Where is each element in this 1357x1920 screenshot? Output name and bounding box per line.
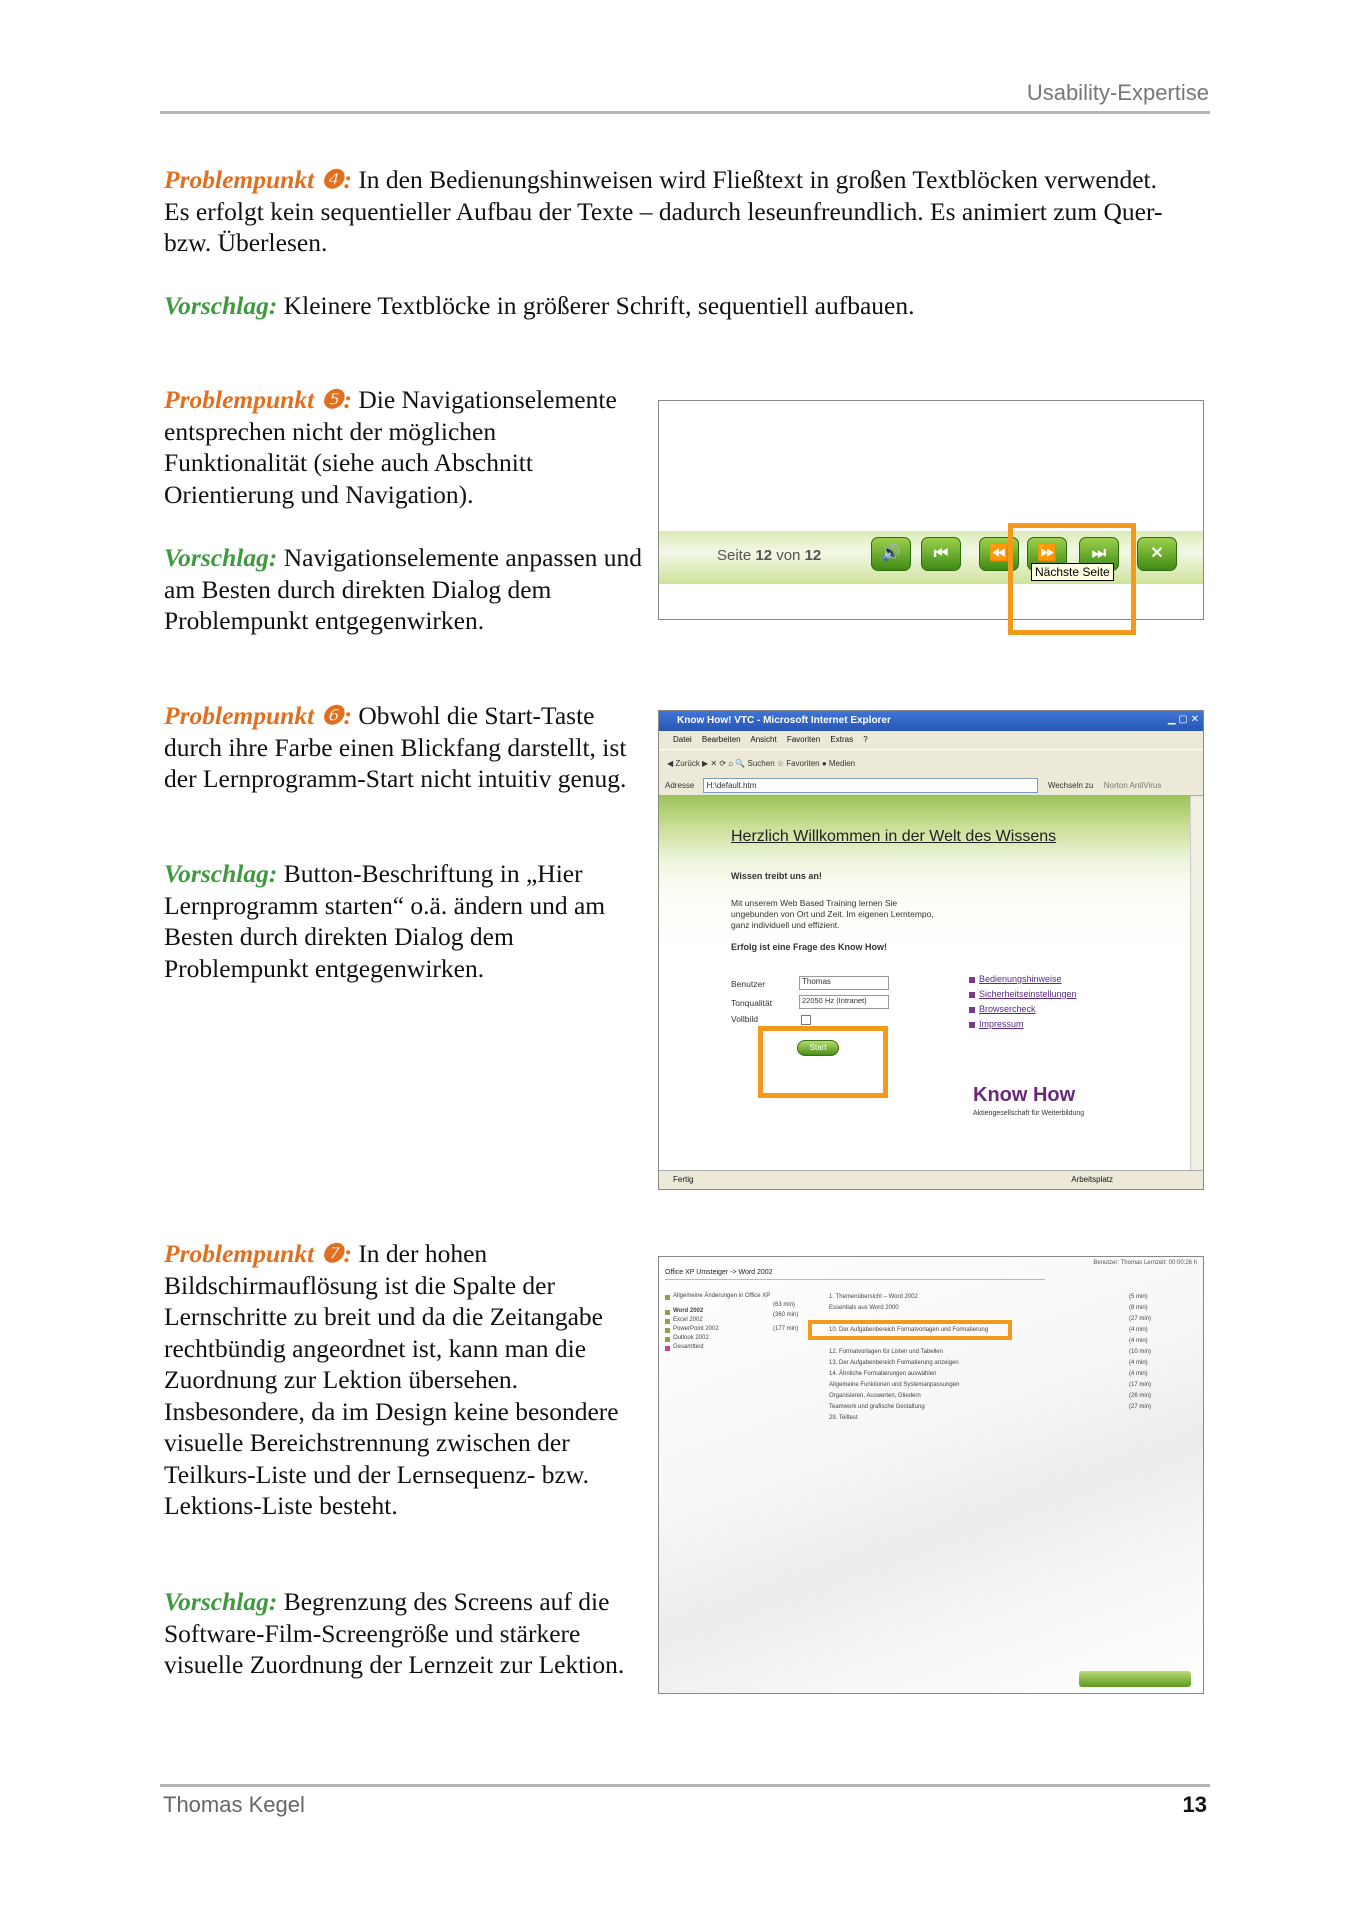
motto: Erfolg ist eine Frage des Know How!: [731, 942, 888, 952]
lesson-row[interactable]: 13. Der Aufgabenbereich Formatierung anzeigen (4 min): [829, 1360, 1148, 1366]
suggestion-5-label: Vorschlag:: [164, 543, 278, 572]
ie-window-title: Know How! VTC - Microsoft Internet Explorer: [659, 711, 1203, 731]
last-page-button[interactable]: ⏭: [1079, 537, 1119, 571]
left-item-time: (63 min): [773, 1302, 796, 1308]
fullscreen-checkbox[interactable]: [801, 1015, 811, 1025]
ie-screenshot: [658, 710, 1204, 1190]
left-item[interactable]: Allgemeine Änderungen in Office XP: [673, 1293, 771, 1299]
lesson-row[interactable]: (27 min): [1129, 1316, 1152, 1322]
ie-toolbar[interactable]: ◀ Zurück ▶ ✕ ⟳ ⌂ 🔍 Suchen ☆ Favoriten ● Medien: [659, 749, 1203, 778]
problem-7-text: Problempunkt ❼: In der hohen Bildschirmauflösung ist die Spalte der Lernschritte zu breit und da die Zeitangabe rechtbündig angeordnet ist, kann man die Zuordnung zur Lektion übersehen. Insbesondere, da im Design keine besondere visuelle Bereichstrennung zwischen der Teilkurs-Liste und der Lernsequenz- bzw. Lektions-Liste besteht.: [164, 1239, 619, 1520]
problem-4-label: Problempunkt ❹:: [164, 165, 352, 194]
left-item[interactable]: Outlook 2002: [673, 1335, 709, 1341]
left-item[interactable]: Gesamttest: [673, 1344, 704, 1350]
quality-label: Tonqualität: [731, 998, 773, 1008]
suggestion-5-text: Vorschlag: Navigationselemente anpassen und am Besten durch direkten Dialog dem Problempunkt entgegenwirken.: [164, 543, 643, 635]
left-item-bullet: [665, 1346, 670, 1351]
brand-subtitle: Aktiengesellschaft für Weiterbildung: [973, 1110, 1085, 1117]
footer-author: Thomas Kegel: [163, 1792, 305, 1817]
course-topbar-info: Benutzer: Thomas Lernzeit: 00:00:26 h: [1093, 1260, 1197, 1266]
link-bullet-1: [969, 992, 975, 998]
suggestion-4-text: Vorschlag: Kleinere Textblöcke in größerer Schrift, sequentiell aufbauen.: [164, 291, 915, 320]
link-bullet-0: [969, 977, 975, 983]
user-input[interactable]: Thomas: [799, 976, 889, 990]
footer-rule: [160, 1784, 1210, 1787]
sound-button[interactable]: 🔊: [871, 537, 911, 571]
link-bedienungshinweise[interactable]: Bedienungshinweise: [979, 974, 1062, 984]
tagline: Wissen treibt uns an!: [731, 871, 822, 881]
course-nav-bar[interactable]: [1079, 1671, 1191, 1687]
course-title: Office XP Umsteiger -> Word 2002: [665, 1269, 1045, 1280]
lesson-row[interactable]: Organisieren, Auswerten, Gliedern (26 min): [829, 1393, 1152, 1399]
lesson-row[interactable]: Essentials aus Word 2000 (8 min): [829, 1305, 1148, 1311]
left-item[interactable]: Word 2002: [673, 1308, 704, 1314]
lesson-row[interactable]: Allgemeine Funktionen und Systemanpassungen (17 min): [829, 1382, 1152, 1388]
first-page-button[interactable]: ⏮: [921, 537, 961, 571]
left-item-time: (177 min): [773, 1326, 799, 1332]
next-page-tooltip: Nächste Seite: [1031, 563, 1114, 581]
next-page-button[interactable]: ⏩: [1027, 537, 1067, 571]
link-bullet-3: [969, 1022, 975, 1028]
suggestion-6-label: Vorschlag:: [164, 859, 278, 888]
left-item-bullet: [665, 1295, 670, 1300]
left-item-bullet: [665, 1328, 670, 1333]
lesson-row[interactable]: (4 min): [1129, 1338, 1148, 1344]
norton-label: Norton AntiVirus: [1103, 781, 1162, 790]
ie-window-controls[interactable]: ▁ ▢ ✕: [1167, 714, 1199, 725]
ie-page-content: [659, 796, 1191, 1171]
footer-page-number: 13: [1182, 1792, 1207, 1817]
problem-6-text: Problempunkt ❻: Obwohl die Start-Taste durch ihre Farbe einen Blickfang darstellt, ist der Lernprogramm-Start nicht intuitiv genug.: [164, 701, 627, 793]
welcome-heading: Herzlich Willkommen in der Welt des Wissens: [731, 828, 1057, 845]
problem-4-text: Problempunkt ❹: In den Bedienungshinweisen wird Fließtext in großen Textblöcken verwendet. Es erfolgt kein sequentieller Aufbau der Texte – dadurch leseunfreundlich. Es animiert zum Quer- bzw. Überlesen.: [164, 165, 1163, 257]
quality-select[interactable]: 22050 Hz (Intranet): [799, 995, 889, 1009]
start-button[interactable]: Start: [797, 1040, 839, 1056]
suggestion-6-text: Vorschlag: Button-Beschriftung in „Hier Lernprogramm starten“ o.ä. ändern und am Besten durch direkten Dialog dem Problempunkt entgegenwirken.: [164, 859, 606, 983]
brand-logo: Know How: [973, 1084, 1076, 1106]
left-item-time: (360 min): [773, 1312, 799, 1318]
header-title: Usability-Expertise: [1026, 80, 1209, 105]
ie-menubar[interactable]: Datei Bearbeiten Ansicht Favoriten Extras ?: [659, 731, 1203, 749]
go-button[interactable]: Wechseln zu: [1047, 781, 1094, 790]
ie-statusbar: Fertig Arbeitsplatz: [659, 1170, 1203, 1189]
left-item[interactable]: Excel 2002: [673, 1317, 703, 1323]
lesson-row[interactable]: 10. Der Aufgabenbereich Formatvorlagen und Formatierung (4 min): [829, 1327, 1148, 1333]
fullscreen-label: Vollbild: [731, 1014, 758, 1024]
lesson-row[interactable]: 1. Themenübersicht – Word 2002 (5 min): [829, 1294, 1148, 1300]
link-browsercheck[interactable]: Browsercheck: [979, 1004, 1036, 1014]
link-impressum[interactable]: Impressum: [979, 1019, 1024, 1029]
link-bullet-2: [969, 1007, 975, 1013]
lesson-row[interactable]: Teamwork und grafische Gestaltung (27 min): [829, 1404, 1152, 1410]
previous-page-button[interactable]: ⏪: [979, 537, 1019, 571]
left-item-bullet: [665, 1310, 670, 1315]
lesson-row[interactable]: 29. Teiltest: [829, 1415, 858, 1421]
header-rule: [160, 111, 1210, 114]
problem-5-label: Problempunkt ❺:: [164, 385, 352, 414]
intro-text: Mit unserem Web Based Training lernen Sie ungebunden von Ort und Zeit. Im eigenen Lerntempo, ganz individuell und effizient.: [731, 898, 934, 930]
left-item-bullet: [665, 1337, 670, 1342]
problem-6-label: Problempunkt ❻:: [164, 701, 352, 730]
highlight-next-page: [1008, 523, 1136, 635]
close-button[interactable]: ✕: [1137, 537, 1177, 571]
ie-scrollbar[interactable]: [1190, 796, 1203, 1171]
lesson-row[interactable]: 14. Ähnliche Formatierungen auswählen (4 min): [829, 1371, 1148, 1377]
suggestion-7-label: Vorschlag:: [164, 1587, 278, 1616]
lesson-row[interactable]: 12. Formatvorlagen für Listen und Tabellen (10 min): [829, 1349, 1152, 1355]
problem-7-label: Problempunkt ❼:: [164, 1239, 352, 1268]
suggestion-4-label: Vorschlag:: [164, 291, 278, 320]
user-label: Benutzer: [731, 979, 766, 989]
problem-5-text: Problempunkt ❺: Die Navigationselemente entsprechen nicht der möglichen Funktionalität (siehe auch Abschnitt Orientierung und Navigation).: [164, 385, 617, 509]
address-input[interactable]: H:\default.htm: [703, 778, 1038, 793]
ie-addressbar: Adresse H:\default.htm Wechseln zu Norton AntiVirus: [659, 777, 1203, 796]
highlight-lesson-row: [808, 1320, 1012, 1340]
left-item[interactable]: PowerPoint 2002: [673, 1326, 719, 1332]
page-indicator: Seite 12 von 12: [717, 547, 822, 564]
suggestion-7-text: Vorschlag: Begrenzung des Screens auf die Software-Film-Screengröße und stärkere visuelle Zuordnung der Lernzeit zur Lektion.: [164, 1587, 625, 1679]
highlight-start-button: [758, 1026, 888, 1098]
left-item-bullet: [665, 1319, 670, 1324]
link-sicherheit[interactable]: Sicherheitseinstellungen: [979, 989, 1077, 999]
